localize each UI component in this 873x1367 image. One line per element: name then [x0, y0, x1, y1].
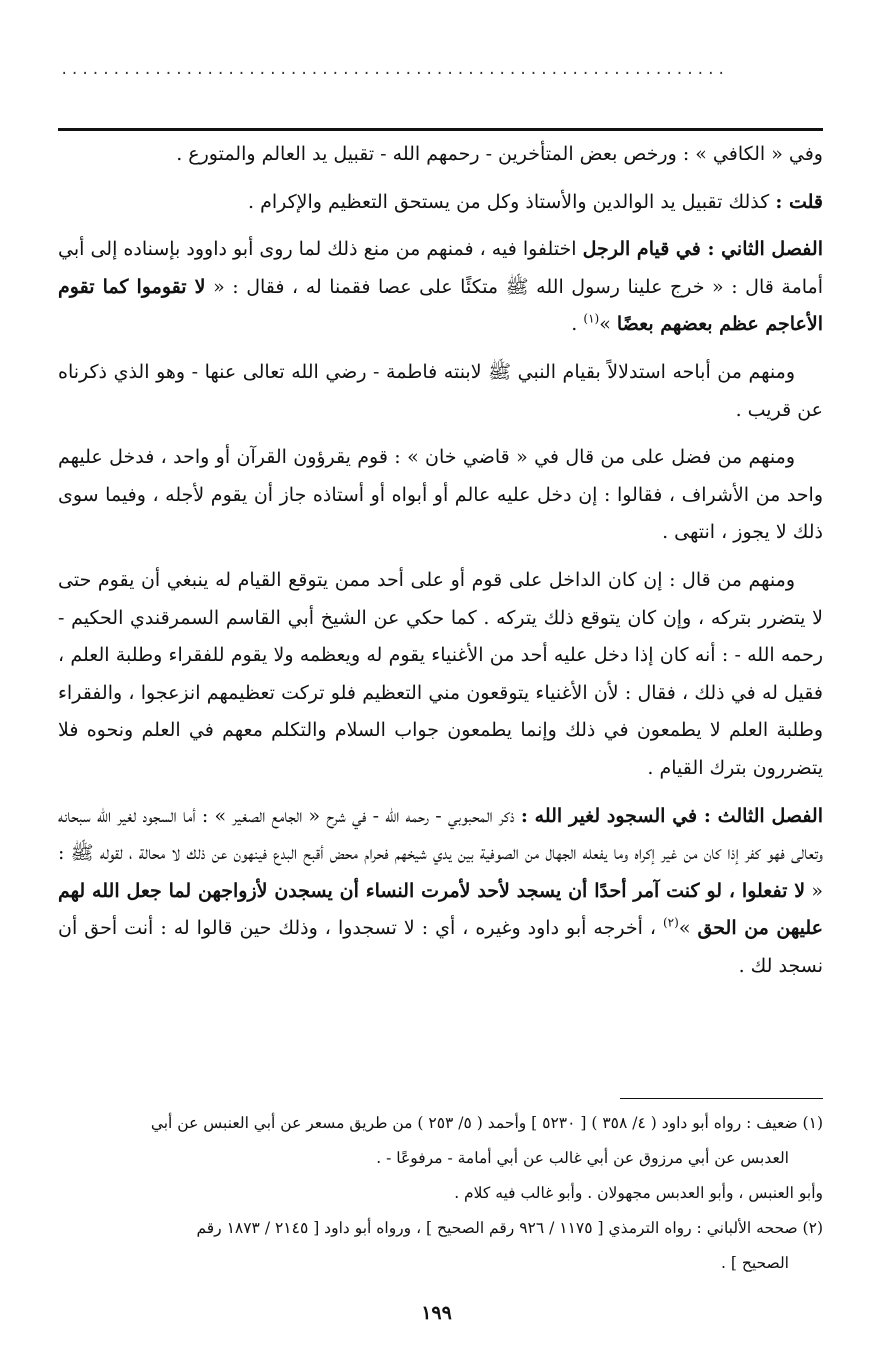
- section-two-tail: .: [571, 313, 584, 336]
- section-three-heading: الفصل الثالث : في السجود لغير الله :: [520, 804, 824, 827]
- footnote-2-line-1: (٢) صححه الألباني : رواه الترمذي [ ١١٧٥ / ٩٢٦ رقم الصحيح ] ، ورواه أبو داود [ ٢١٤٥ / ١٨٧٣ رقم: [196, 1219, 823, 1237]
- section-three: [58, 798, 823, 986]
- section-three-text: ذكر المحبوبي - رحمه الله - في شرح « الجامع الصغير » : أما السجود لغير الله سبحانه وتعالى فهو كفر إذا كان من غير إكراه وما يفعله الجهال من الصوفية بين يدي شيخهم فحرام محض أقبح البدع فينهون عن ذلك لا محالة ، لقوله ﷺ : «: [58, 804, 823, 902]
- footnote-2-line-2: الصحيح ] .: [721, 1254, 789, 1272]
- footnote-ref-2: (٢): [662, 915, 679, 930]
- section-two-heading: الفصل الثاني : في قيام الرجل: [582, 238, 823, 261]
- top-rule: [58, 128, 823, 131]
- paragraph-permission-text: ومنهم من أباحه استدلالاً بقيام النبي ﷺ لابنته فاطمة - رضي الله تعالى عنها - وهو الذي ذكرناه عن قريب .: [58, 360, 823, 421]
- section-two-quote-end: »: [599, 313, 617, 336]
- section-three-tail: ، أخرجه أبو داود وغيره ، أي : لا تسجدوا ، وذلك حين قالوا له : أنت أحق أن نسجد لك .: [58, 917, 823, 977]
- page-number: ١٩٩: [421, 1302, 452, 1324]
- section-two: [58, 231, 823, 344]
- section-three-hadith: لا تفعلوا ، لو كنت آمر أحدًا أن يسجد لأحد لأمرت النساء أن يسجدن لأزواجهن لما جعل الله لهم عليهن من الحق: [58, 879, 823, 940]
- main-text: [58, 136, 823, 995]
- qultu-text: كذلك تقبيل يد الوالدين والأستاذ وكل من يستحق التعظيم والإكرام .: [248, 190, 770, 213]
- paragraph-samarqandi: [58, 562, 823, 788]
- footnote-1-line-2: العدبس عن أبي مرزوق عن أبي غالب عن أبي أمامة - مرفوعًا - .: [376, 1149, 789, 1167]
- footnotes: [58, 1108, 823, 1283]
- header-dotted-line: ................................................................: [60, 62, 728, 76]
- paragraph-samarqandi-text: ومنهم من قال : إن كان الداخل على قوم أو على أحد ممن يتوقع القيام له ينبغي أن يقوم حتى لا يتضرر بتركه ، وإن كان يتوقع ذلك يتركه . كما حكي عن الشيخ أبي القاسم السمرقندي الحكيم - رحمه الله - : أنه كان إذا دخل عليه أحد من الأغنياء يقوم له ويعظمه ولا يقوم للفقراء وطلبة العلم ، فقيل له في ذلك ، فقال : لأن الأغنياء يتوقعون مني التعظيم فلو تركت تعظيمهم انزعجوا ، والفقراء وطلبة العلم لا يطمعون في ذلك وإنما يطمعون جواب السلام والتكلم معهم في العلم ونحوه فلا يتضررون بترك القيام .: [58, 568, 823, 779]
- paragraph-qadikhan: [58, 439, 823, 552]
- section-two-hadith: لا تقوموا كما تقوم الأعاجم عظم بعضهم بعضًا: [58, 275, 823, 336]
- paragraph-permission: [58, 354, 823, 429]
- footnote-ref-1: (١): [583, 312, 600, 327]
- paragraph-kafi-text: وفي « الكافي » : ورخص بعض المتأخرين - رحمهم الله - تقبيل يد العالم والمتورع .: [176, 143, 823, 165]
- section-two-text: اختلفوا فيه ، فمنهم من منع ذلك لما روى أبو داوود بإسناده إلى أبي أمامة قال : « خرج علينا رسول الله ﷺ متكئًا على عصا فقمنا له ، فقال : «: [58, 238, 823, 298]
- paragraph-qadikhan-text: ومنهم من فضل على من قال في « قاضي خان » : قوم يقرؤون القرآن أو واحد ، فدخل عليهم واحد من الأشراف ، فقالوا : إن دخل عليه عالم أو أبواه أو أستاذه جاز أن يقوم لأجله ، وفيما سوى ذلك لا يجوز ، انتهى .: [58, 446, 823, 544]
- footnote-rule: [620, 1098, 823, 1099]
- footnote-1-line-3: وأبو العنبس ، وأبو العدبس مجهولان . وأبو غالب فيه كلام .: [454, 1184, 823, 1202]
- paragraph-kafi: [58, 136, 823, 174]
- paragraph-qultu: [58, 184, 823, 222]
- footnote-1-line-1: (١) ضعيف : رواه أبو داود ( ٤/ ٣٥٨ ) [ ٥٢٣٠ ] وأحمد ( ٥/ ٢٥٣ ) من طريق مسعر عن أبي العنبس عن أبي: [150, 1114, 823, 1132]
- section-three-quote-end: »: [678, 917, 698, 940]
- qultu-lead: قلت :: [775, 190, 823, 213]
